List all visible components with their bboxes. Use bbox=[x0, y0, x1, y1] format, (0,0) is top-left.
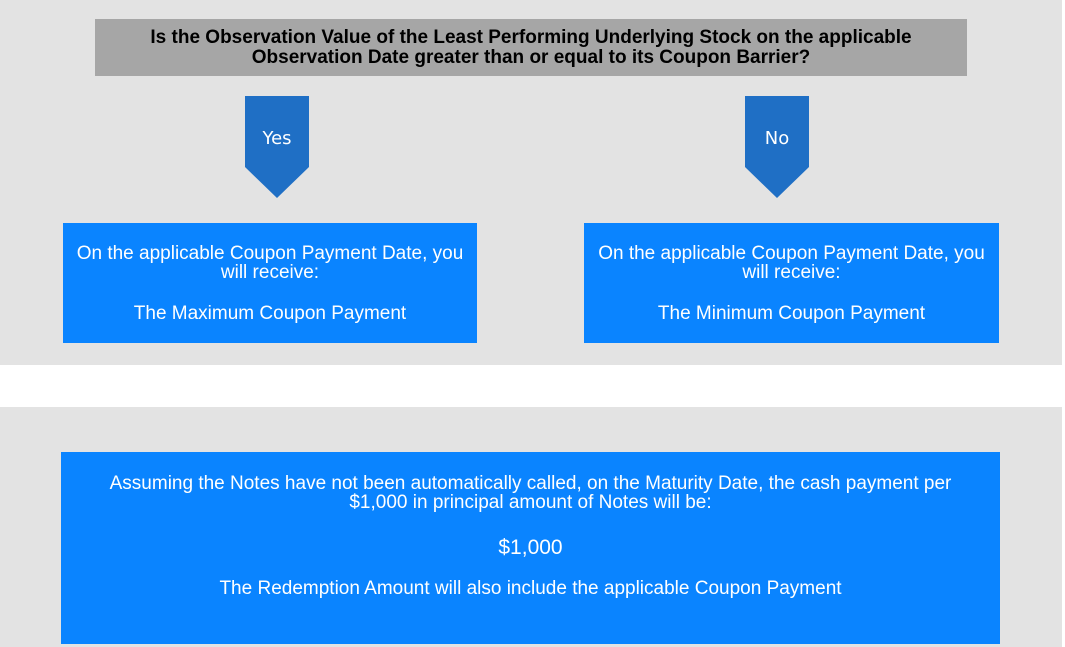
yes-label: Yes bbox=[262, 128, 292, 149]
no-arrow bbox=[745, 96, 809, 198]
no-label: No bbox=[764, 128, 790, 149]
no-outcome-line-1: On the applicable Coupon Payment Date, you bbox=[598, 243, 985, 264]
yes-outcome-result: The Maximum Coupon Payment bbox=[133, 303, 407, 324]
no-outcome-result: The Minimum Coupon Payment bbox=[657, 303, 926, 324]
question-line-2: Observation Date greater than or equal to its Coupon Barrier? bbox=[251, 47, 811, 68]
question-line-1: Is the Observation Value of the Least Performing Underlying Stock on the applicable bbox=[150, 27, 912, 48]
yes-arrow bbox=[245, 96, 309, 198]
maturity-amount: $1,000 bbox=[498, 536, 563, 559]
maturity-note: The Redemption Amount will also include the applicable Coupon Payment bbox=[219, 578, 842, 599]
no-outcome-box bbox=[584, 223, 999, 343]
maturity-box bbox=[61, 452, 1000, 644]
maturity-line-1: Assuming the Notes have not been automatically called, on the Maturity Date, the cash payment per bbox=[109, 473, 952, 494]
maturity-line-2: $1,000 in principal amount of Notes will be: bbox=[349, 492, 712, 513]
yes-outcome-line-1: On the applicable Coupon Payment Date, you bbox=[76, 243, 464, 264]
yes-outcome-box bbox=[63, 223, 477, 343]
yes-outcome-line-2: will receive: bbox=[220, 262, 320, 283]
no-outcome-line-2: will receive: bbox=[742, 262, 841, 283]
question-box bbox=[95, 19, 967, 76]
